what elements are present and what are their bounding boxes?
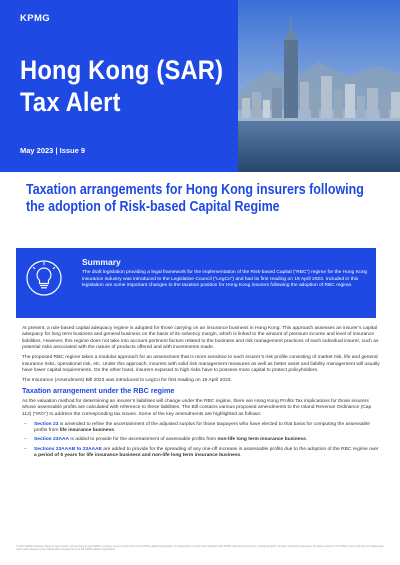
item-bold: life insurance business [59,428,114,434]
item-end: . [305,437,308,443]
page-title [20,54,223,118]
item-text: are added to provide for the spreading of any one-off increase in assessable profits due to the adoption of the RBC regime over [101,446,379,452]
item-text: is added to provide for the ascertainment of assessable profits from [69,437,218,443]
paragraph-3: The Insurance (Amendment) Bill 2023 was introduced to LegCo for first reading on 19 April 2023. [22,378,232,384]
summary-title: Summary [82,257,121,267]
paragraph-1: At present, a rule-based capital adequacy regime is adopted for those carrying on an insurance business in Hong Kong. This approach assesses an insurer’s capital adequacy for long term business and general business on the basis of its solvency margin, which is linked to the amount of premium income and level of insurance liabilities. However, this regime does not take into account pertinent factors related to the business and risk management practices of each individual insurer, such as potential risks associated with the nature of products offered and with investments made. [22,326,379,351]
issue-date: May 2023 | Issue 9 [20,146,86,155]
article-headline: Taxation arrangements for Hong Kong insurers following the adoption of Risk-based Capital Regime [26,182,364,215]
section-heading: Taxation arrangement under the RBC regime [22,386,175,396]
title-line-1: Hong Kong (SAR) [20,55,224,85]
article-body [22,326,380,463]
section-ref: Sections 23AAAB to 23AAAE [34,446,102,452]
item-end: . [113,428,116,434]
section-ref: Section 23 [34,421,59,427]
title-line-2: Tax Alert [20,87,121,117]
section-ref: Section 23AAA [34,437,70,443]
summary-box [16,248,376,318]
list-item [22,437,380,443]
item-bold: non-life long term insurance business [217,437,306,443]
item-bold: a period of 5 years for life insurance business and non-life long term insurance business [34,453,241,459]
list-item [22,447,380,460]
paragraph-2: The proposed RBC regime takes a modular approach for an assessment that is more sensitive to each insurer’s risk profile consisting of market risk, life and general insurance risks, operational risk, etc. Under this approach, insurers with solid risk management measures as well as better asset and liability management will usually have lower capital requirements. On the other hand, insurers exposed to high risks have to possess more capital to protect policyholders. [22,355,380,374]
amendment-list [22,422,380,460]
footer-disclaimer: © 2023 KPMG Advisory (Hong Kong) Limited, a Hong Kong limited liability company and a member firm of the KPMG global organization of independent member firms affiliated with KPMG International Limited, a private English company limited by guarantee. All rights reserved. The KPMG name and logo are trademarks used under license by the independent member firms of the KPMG global organization. [16,545,384,552]
lightbulb-icon [24,258,64,298]
paragraph-4: As the valuation method for determining an insurer’s liabilities will change under the RBC regime, there are Hong Kong Profits Tax implications for those insurers whose assessable profits are calculated with reference to these liabilities. The Bill contains various proposed amendments to the Inland Revenue Ordinance (Cap 112) (“IRO”) to address the corresponding tax issues. Some of the key amendments are highlighted as follows: [22,398,372,417]
list-item [22,422,380,435]
header-banner [0,0,400,172]
hong-kong-skyline-image [238,0,400,172]
kpmg-logo: KPMG [20,13,51,24]
item-text: is amended to refine the ascertainment of the adjusted surplus for those taxpayers who have elected to that basis for computing the assessable profits from [34,421,371,434]
item-end: . [240,453,242,459]
summary-text: The draft legislation providing a legal framework for the implementation of the Risk-based Capital (“RBC”) regime for the Hong Kong insurance industry was introduced to the Legislative Council (“LegCo”) and had its first reading on 19 April 2023. Included in this legislation are some important changes to the taxation position for Hong Kong insurers following the adoption of RBC regime. [82,270,368,289]
